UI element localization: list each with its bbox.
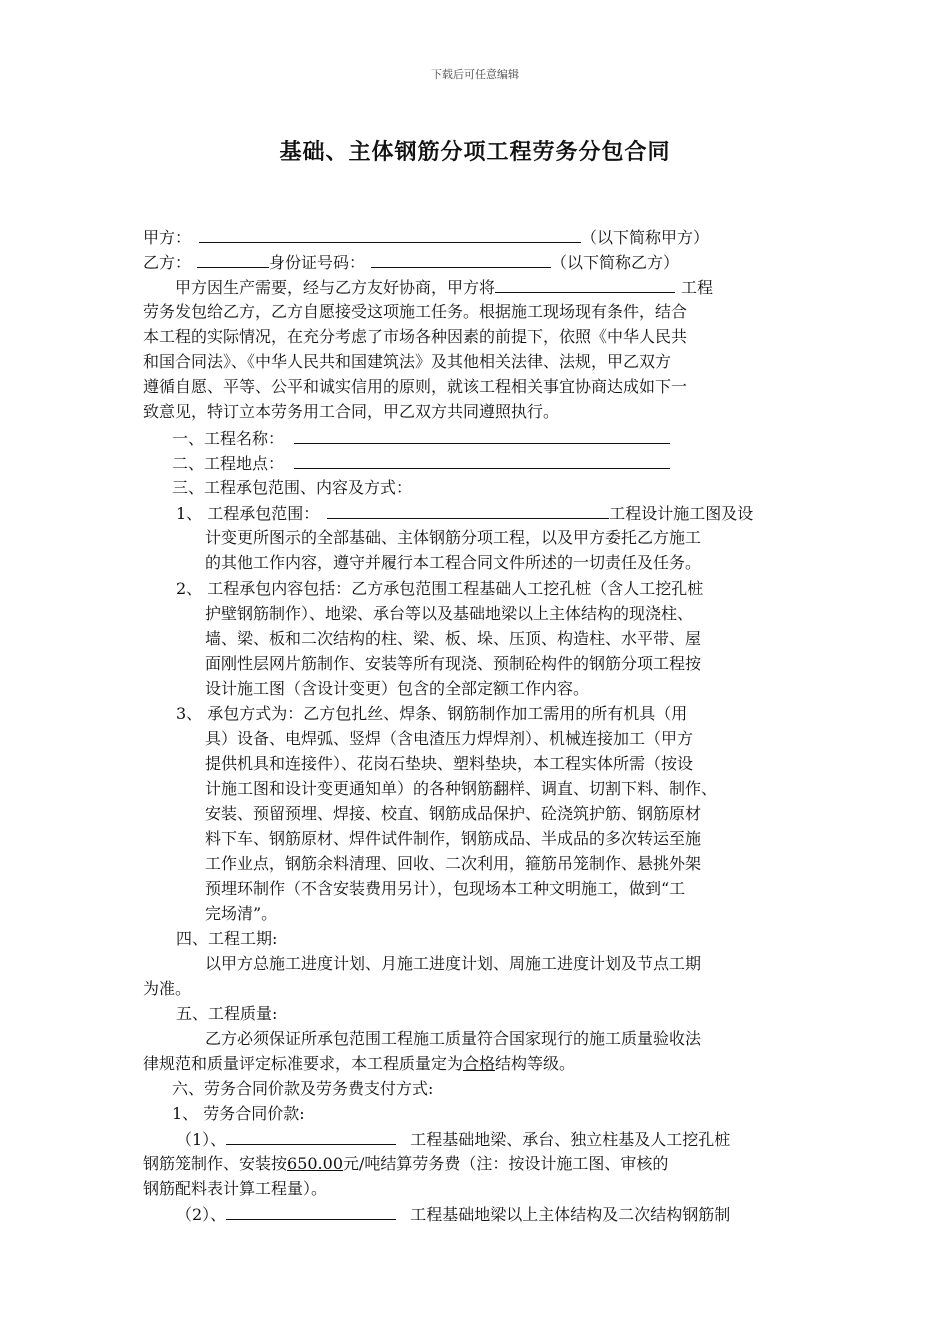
party-a-blank[interactable]: [199, 224, 581, 243]
item-text: 工程设计施工图及设: [609, 504, 754, 523]
payment-1-1-line-2: [143, 1151, 668, 1177]
section-scope-heading: 三、工程承包范围、内容及方式：: [172, 478, 413, 497]
schedule-line-2: 为准。: [143, 979, 192, 998]
scope-item-2-line-1: 2、 工程承包内容包括：乙方承包范围工程基础人工挖孔桩（含人工挖孔桩: [176, 579, 704, 598]
section-label: 一、工程名称：: [172, 429, 285, 448]
quality-grade: 合格: [463, 1054, 496, 1073]
header-note: 下载后可任意编辑: [431, 68, 519, 81]
scope-range-field[interactable]: [327, 500, 609, 519]
scope-item-3-line-4: 计施工图和设计变更通知单）的各种钢筋翻样、调直、切割下料、制作、: [205, 779, 718, 798]
scope-item-3-line-7: 工作业点，钢筋余料清理、回收、二次利用，箍筋吊笼制作、悬挑外架: [205, 854, 702, 873]
scope-item-3-line-1: 3、 承包方式为：乙方包扎丝、焊条、钢筋制作加工需用的所有机具（用: [176, 704, 688, 723]
scope-item-3-line-8: 预埋环制作（不含安装费用另计），包现场本工种文明施工，做到“工: [205, 879, 686, 898]
schedule-line-1: 以甲方总施工进度计划、月施工进度计划、周施工进度计划及节点工期: [205, 954, 702, 973]
page-title: 基础、主体钢筋分项工程劳务分包合同: [279, 139, 671, 165]
section-schedule-heading: 四、工程工期:: [176, 929, 278, 948]
quality-text: 律规范和质量评定标准要求，本工程质量定为: [143, 1054, 464, 1073]
intro-line-4: 和国合同法》、《中华人民共和国建筑法》及其他相关法律、法规，甲乙双方: [143, 352, 672, 371]
item-label: （1）、: [176, 1130, 227, 1149]
item-text: 工程基础地梁以上主体结构及二次结构钢筋制: [410, 1205, 731, 1224]
payment-1-2-project-field[interactable]: [226, 1201, 396, 1220]
unit-price-value: 650.00: [287, 1154, 343, 1173]
intro-text: 工程: [681, 278, 714, 297]
intro-line-6: 致意见，特订立本劳务用工合同，甲乙双方共同遵照执行。: [143, 402, 560, 421]
intro-line-2: 劳务发包给乙方，乙方自愿接受这项施工任务。根据施工现场现有条件，结合: [143, 302, 688, 321]
section-label: 二、工程地点：: [172, 454, 285, 473]
party-a-label: 甲方：: [143, 228, 192, 247]
payment-1-1-project-field[interactable]: [226, 1126, 396, 1145]
item-label: 1、 工程承包范围：: [176, 504, 320, 523]
intro-line-5: 遵循自愿、平等、公平和诚实信用的原则，就该工程相关事宜协商达成如下一: [143, 377, 688, 396]
scope-item-2-line-4: 面刚性层网片筋制作、安装等所有现浇、预制砼构件的钢筋分项工程按: [205, 654, 702, 673]
section-project-location: [172, 450, 670, 477]
intro-line-1: [175, 274, 713, 301]
scope-item-1: [176, 500, 753, 527]
project-name-blank[interactable]: [495, 274, 675, 293]
scope-item-3-line-3: 提供机具和连接件）、花岗石垫块、塑料垫块，本工程实体所需（按设: [205, 754, 694, 773]
scope-item-2-line-3: 墙、梁、板和二次结构的柱、梁、板、垛、压顶、构造柱、水平带、屋: [205, 629, 702, 648]
section-quality-heading: 五、工程质量:: [176, 1004, 278, 1023]
item-text: 工程基础地梁、承台、独立柱基及人工挖孔桩: [410, 1130, 731, 1149]
party-b-label: 乙方：: [143, 253, 192, 272]
scope-item-2-line-2: 护壁钢筋制作）、地梁、承台等以及基础地梁以上主体结构的现浇柱、: [205, 604, 694, 623]
scope-item-1-line-2: 计变更所图示的全部基础、主体钢筋分项工程，以及甲方委托乙方施工: [205, 528, 702, 547]
section-project-name: [172, 425, 670, 452]
party-a-suffix: （以下简称甲方）: [581, 228, 710, 247]
party-b-line: [143, 249, 679, 276]
quality-line-2: [143, 1051, 575, 1077]
scope-item-1-line-3: 的其他工作内容，遵守并履行本工程合同文件所述的一切责任及任务。: [205, 553, 702, 572]
party-b-suffix: （以下简称乙方）: [551, 253, 680, 272]
intro-text: 甲方因生产需要，经与乙方友好协商，甲方将: [175, 278, 496, 297]
project-name-field[interactable]: [294, 425, 670, 444]
scope-item-3-line-2: 具）设备、电焊弧、竖焊（含电渣压力焊焊剂）、机械连接加工（甲方: [205, 729, 694, 748]
quality-line-1: 乙方必须保证所承包范围工程施工质量符合国家现行的施工质量验收法: [205, 1029, 702, 1048]
scope-item-3-line-6: 料下车、钢筋原材、焊件试件制作，钢筋成品、半成品的多次转运至施: [205, 829, 702, 848]
scope-item-2-line-5: 设计施工图（含设计变更）包含的全部定额工作内容。: [205, 679, 590, 698]
party-a-line: [143, 224, 709, 251]
payment-1-1-line-1: [176, 1126, 730, 1153]
id-number-blank[interactable]: [371, 249, 551, 268]
payment-1-1-line-3: 钢筋配料表计算工程量）。: [143, 1179, 328, 1198]
payment-1-2-line-1: [176, 1201, 730, 1228]
payment-item-1-heading: 1、 劳务合同价款:: [172, 1104, 305, 1123]
item-text: 元/吨结算劳务费（注：按设计施工图、审核的: [343, 1154, 669, 1173]
id-label: 身份证号码：: [269, 253, 366, 272]
scope-item-3-line-9: 完场清”。: [205, 904, 278, 923]
intro-line-3: 本工程的实际情况，在充分考虑了市场各种因素的前提下，依照《中华人民共: [143, 327, 688, 346]
item-label: （2）、: [176, 1205, 227, 1224]
section-payment-heading: 六、劳务合同价款及劳务费支付方式:: [172, 1079, 434, 1098]
party-b-blank[interactable]: [197, 249, 269, 268]
project-location-field[interactable]: [294, 450, 670, 469]
quality-text: 结构等级。: [495, 1054, 576, 1073]
item-text: 钢筋笼制作、安装按: [143, 1154, 288, 1173]
scope-item-3-line-5: 安装、预留预埋、焊接、校直、钢筋成品保护、砼浇筑护筋、钢筋原材: [205, 804, 702, 823]
